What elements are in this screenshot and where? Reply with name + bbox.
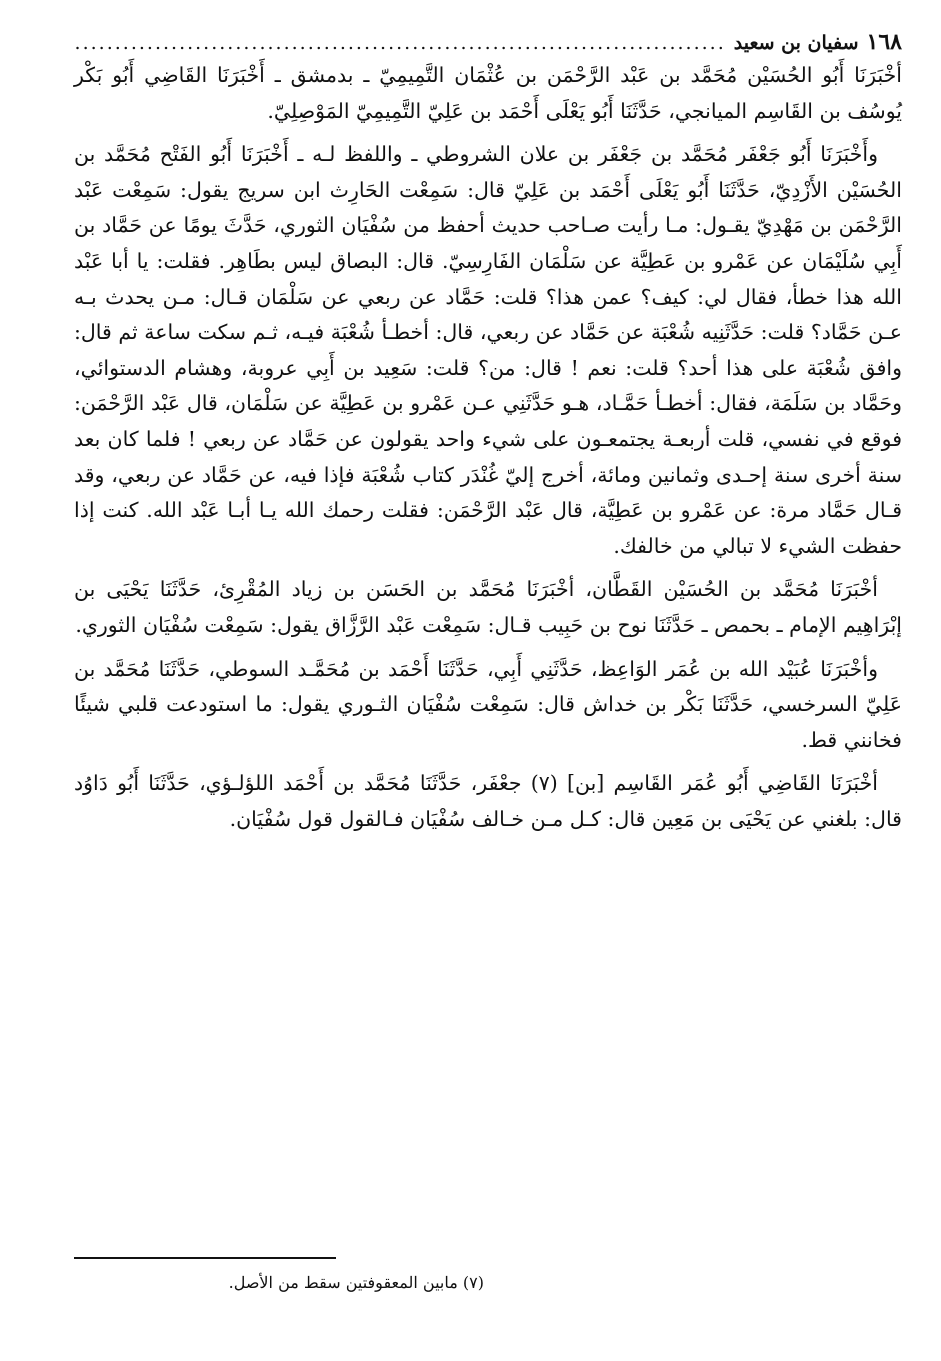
page-header bbox=[74, 28, 902, 58]
footnote-divider bbox=[74, 1257, 336, 1259]
paragraph-1: أخْبَرَنَا أَبُو الحُسَيْن مُحَمَّد بن عَبْد الرَّحْمَن بن عُثْمَان التَّمِيمِيّ ـ بدمشق ـ أَخْبَرَنَا القَاضِي أَبُو بَكْر يُوسُف بن القَاسِم الميانجي، حَدَّثَنَا أَبُو يَعْلَى أَحْمَد بن عَلِيّ التَّمِيمِيّ المَوْصِلِيّ. bbox=[74, 63, 902, 123]
book-page bbox=[74, 28, 902, 845]
paragraph-3: أخْبَرَنَا مُحَمَّد بن الحُسَيْن القَطَّان، أخْبَرَنَا مُحَمَّد بن الحَسَن بن زياد المُقْرِئ، حَدَّثَنَا يَحْيَى بن إبْرَاهِيم الإمام ـ بحمص ـ حَدَّثَنَا نوح بن حَبِيب قـال: سَمِعْت عَبْد الرَّزَّاق يقول: سَمِعْت سُفْيَان الثوري. bbox=[74, 577, 902, 637]
paragraph-2: وأَخْبَرَنَا أَبُو جَعْفَر مُحَمَّد بن جَعْفَر بن علان الشروطي ـ واللفظ لـه ـ أَخْبَرَنَا أَبُو الفَتْح مُحَمَّد بن الحُسَيْن الأَزْدِيّ، حَدَّثَنَا أَبُو يَعْلَى أَحْمَد بن عَلِيّ قال: سَمِعْت الحَارِث ابن سريج يقول: سَمِعْت عَبْد الرَّحْمَن بن مَهْدِيّ يقـول: مـا رأيت صـاحب حديث أحفظ من سُفْيَان الثوري، حَدَّثَ يومًا عن حَمَّاد بن أَبِي سُلَيْمَان عن عَمْرو بن عَطِيَّة عن سَلْمَان الفَارِسِيّ. قال: البصاق ليس بطَاهِر. فقلت: يا أبا عَبْد الله هذا خطأ، فقال لي: كيف؟ عمن هذا؟ قلت: حَمَّاد عن ربعي عن سَلْمَان قـال: مـن يحدث بـه عـن حَمَّاد؟ قلت: حَدَّثَنِيه شُعْبَة عن حَمَّاد عن ربعي، قال: أخطـأ شُعْبَة فيـه، ثـم سكت ساعة ثم قال: وافق شُعْبَة على هذا أحد؟ قلت: نعم ! قال: من؟ قلت: سَعِيد بن أَبِي عروبة، وهشام الدستوائي، وحَمَّاد بن سَلَمَة، فقال: أخطـأ حَمَّـاد، هـو حَدَّثَنِي عـن عَمْرو بن عَطِيَّة عن سَلْمَان، قال عَبْد الرَّحْمَن: فوقع في نفسي، قلت أربعـة يجتمعـون على شيء واحد يقولون عن حَمَّاد عن ربعي ! فلما كان بعد سنة أخرى سنة إحـدى وثمانين ومائة، أخرج إليّ غُنْدَر كتاب شُعْبَة فإذا فيه، عن حَمَّاد عن ربعي، وقد قـال حَمَّاد مرة: عن عَمْرو بن عَطِيَّة، قال عَبْد الرَّحْمَن: فقلت رحمك الله يـا أبـا عَبْد الله. كنت إذا حفظت الشيء لا تبالي من خالفك. bbox=[74, 142, 902, 558]
header-leader-dots bbox=[74, 29, 726, 57]
paragraph-4: وأخْبَرَنَا عُبَيْد الله بن عُمَر الوَاعِظ، حَدَّثَنِي أَبِي، حَدَّثَنَا أَحْمَد بن مُحَمَّـد السوطي، حَدَّثَنَا مُحَمَّد بن عَلِيّ السرخسي، حَدَّثَنَا بَكْر بن خداش قال: سَمِعْت سُفْيَان الثـوري يقول: ما استودعت قلبي شيئًا فخانني قط. bbox=[74, 656, 902, 752]
footnote: (٧) مابين المعقوفتين سقط من الأصل. bbox=[228, 1273, 484, 1292]
body-text bbox=[74, 58, 902, 837]
page-number: ١٦٨ bbox=[866, 29, 902, 55]
paragraph-5: أخْبَرَنَا القَاضِي أَبُو عُمَر القَاسِم [بن] (٧) جعْفَر، حَدَّثَنَا مُحَمَّد بن أَحْمَد اللؤلـؤي، حَدَّثَنَا أَبُو دَاوُد قال: بلغني عن يَحْيَى بن مَعِين قال: كـل مـن خـالف سُفْيَان فـالقول قول سُفْيَان. bbox=[74, 771, 902, 831]
running-title: سفيان بن سعيد bbox=[733, 32, 859, 54]
